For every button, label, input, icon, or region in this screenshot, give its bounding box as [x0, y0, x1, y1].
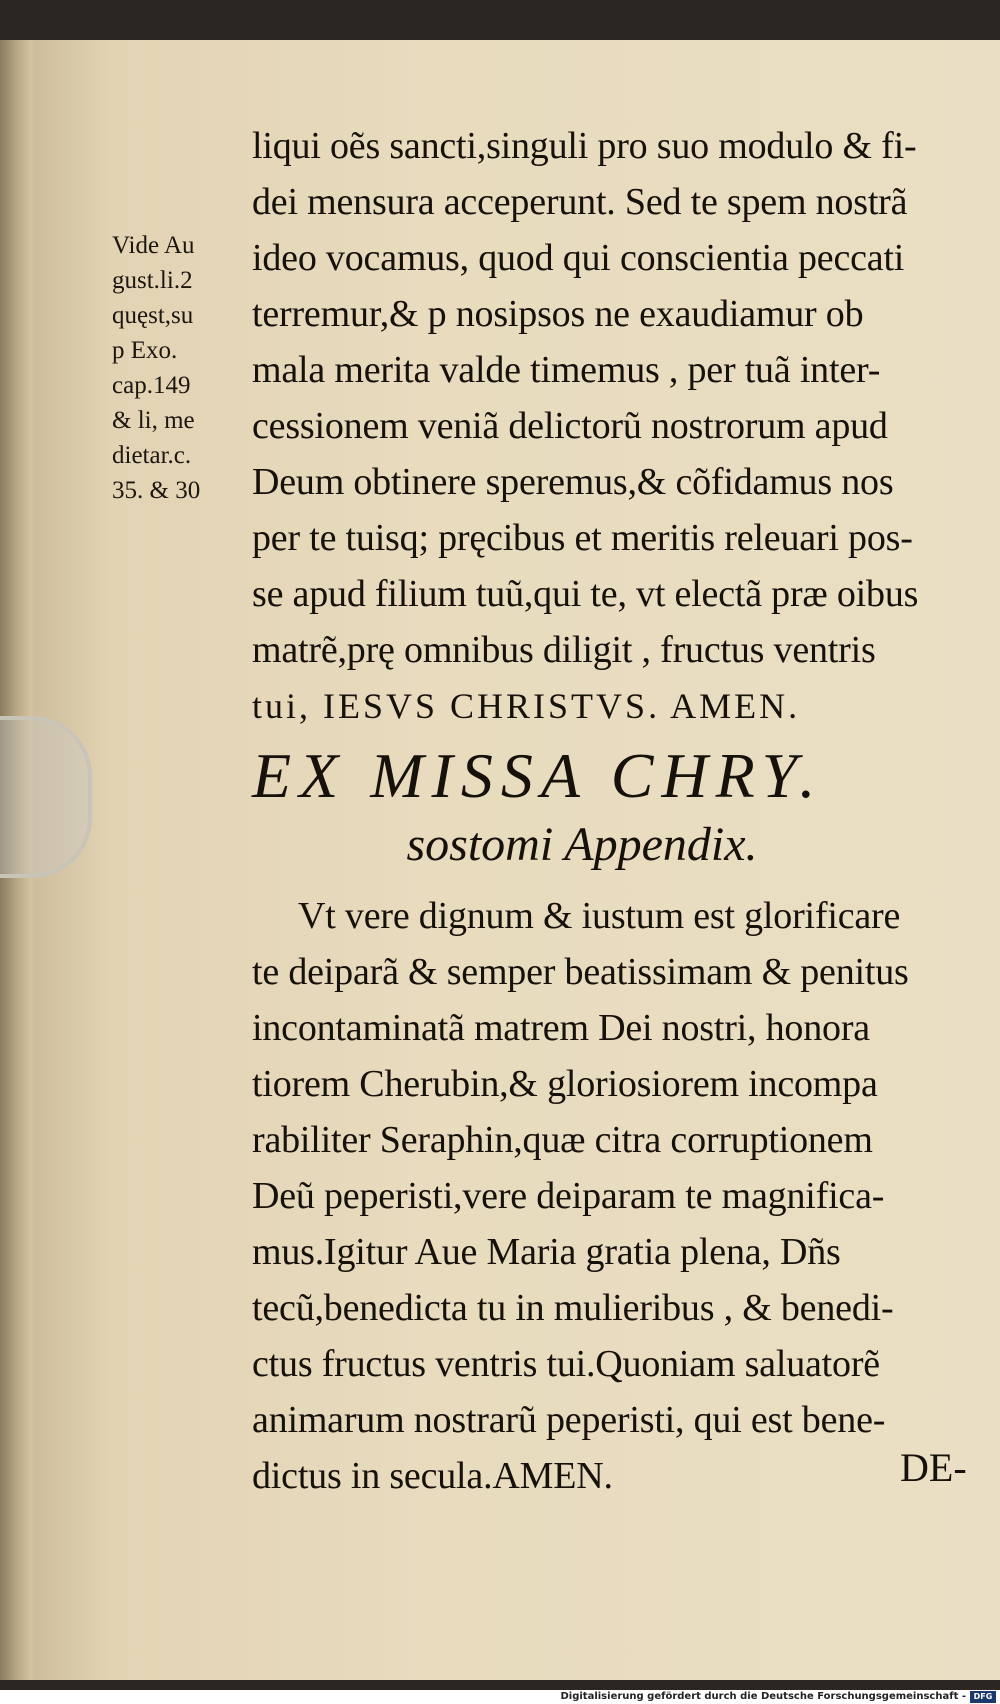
- footer-credit: Digitalisierung gefördert durch die Deutsche Forschungsgemeinschaft -: [560, 1691, 966, 1702]
- text-line: matrẽ,prę omnibus diligit , fructus ventris: [252, 629, 876, 671]
- text-line: tecũ,benedicta tu in mulieribus , & benedi-: [252, 1287, 894, 1329]
- margin-notes: [112, 228, 262, 508]
- margin-note-line: & li, me: [112, 407, 195, 434]
- margin-note-line: cap.149: [112, 372, 191, 399]
- text-line: ctus fructus ventris tui.Quoniam saluatorẽ: [252, 1343, 880, 1385]
- text-line: tui, IESVS CHRISTVS. AMEN.: [252, 686, 801, 726]
- text-line: ideo vocamus, quod qui conscientia peccati: [252, 237, 905, 279]
- text-line: te deiparã & semper beatissimam & penitus: [252, 951, 909, 993]
- text-line: Deũ peperisti,vere deiparam te magnifica-: [252, 1175, 885, 1217]
- margin-note-line: gust.li.2: [112, 267, 193, 294]
- margin-note-line: 35. & 30: [112, 477, 201, 504]
- catchword: DE-: [900, 1445, 967, 1490]
- text-line: rabiliter Seraphin,quæ citra corruptionem: [252, 1119, 873, 1161]
- text-line: animarum nostrarũ peperisti, qui est bene-: [252, 1399, 886, 1441]
- text-line: se apud filium tuũ,qui te, vt electã præ oibus: [252, 573, 919, 615]
- margin-note-line: dietar.c.: [112, 442, 192, 469]
- text-line: tiorem Cherubin,& gloriosiorem incompa: [252, 1063, 878, 1105]
- text-line: incontaminatã matrem Dei nostri, honora: [252, 1007, 870, 1049]
- text-line: per te tuisq; pręcibus et meritis releuari pos-: [252, 517, 913, 559]
- text-line: dei mensura acceperunt. Sed te spem nostrã: [252, 181, 908, 223]
- margin-note-line: Vide Au: [112, 232, 195, 259]
- section-subheading: sostomi Appendix.: [406, 818, 758, 871]
- margin-note-line: quęst,su: [112, 302, 194, 329]
- text-line: mala merita valde timemus , per tuã inter-: [252, 349, 881, 391]
- text-line: liqui oẽs sancti,singuli pro suo modulo & fi-: [252, 125, 917, 167]
- text-line: terremur,& p nosipsos ne exaudiamur ob: [252, 293, 864, 335]
- text-line: dictus in secula.AMEN.: [252, 1455, 613, 1497]
- text-line: Vt vere dignum & iustum est glorificare: [298, 895, 901, 937]
- section-heading: EX MISSA CHRY.: [252, 740, 824, 811]
- text-line: mus.Igitur Aue Maria gratia plena, Dñs: [252, 1231, 841, 1273]
- dfg-logo: DFG: [970, 1691, 996, 1703]
- text-line: Deum obtinere speremus,& cõfidamus nos: [252, 461, 894, 503]
- margin-note-line: p Exo.: [112, 337, 178, 364]
- page-clip: [0, 716, 92, 878]
- text-line: cessionem veniã delictorũ nostrorum apud: [252, 405, 888, 447]
- main-text: [252, 118, 992, 1504]
